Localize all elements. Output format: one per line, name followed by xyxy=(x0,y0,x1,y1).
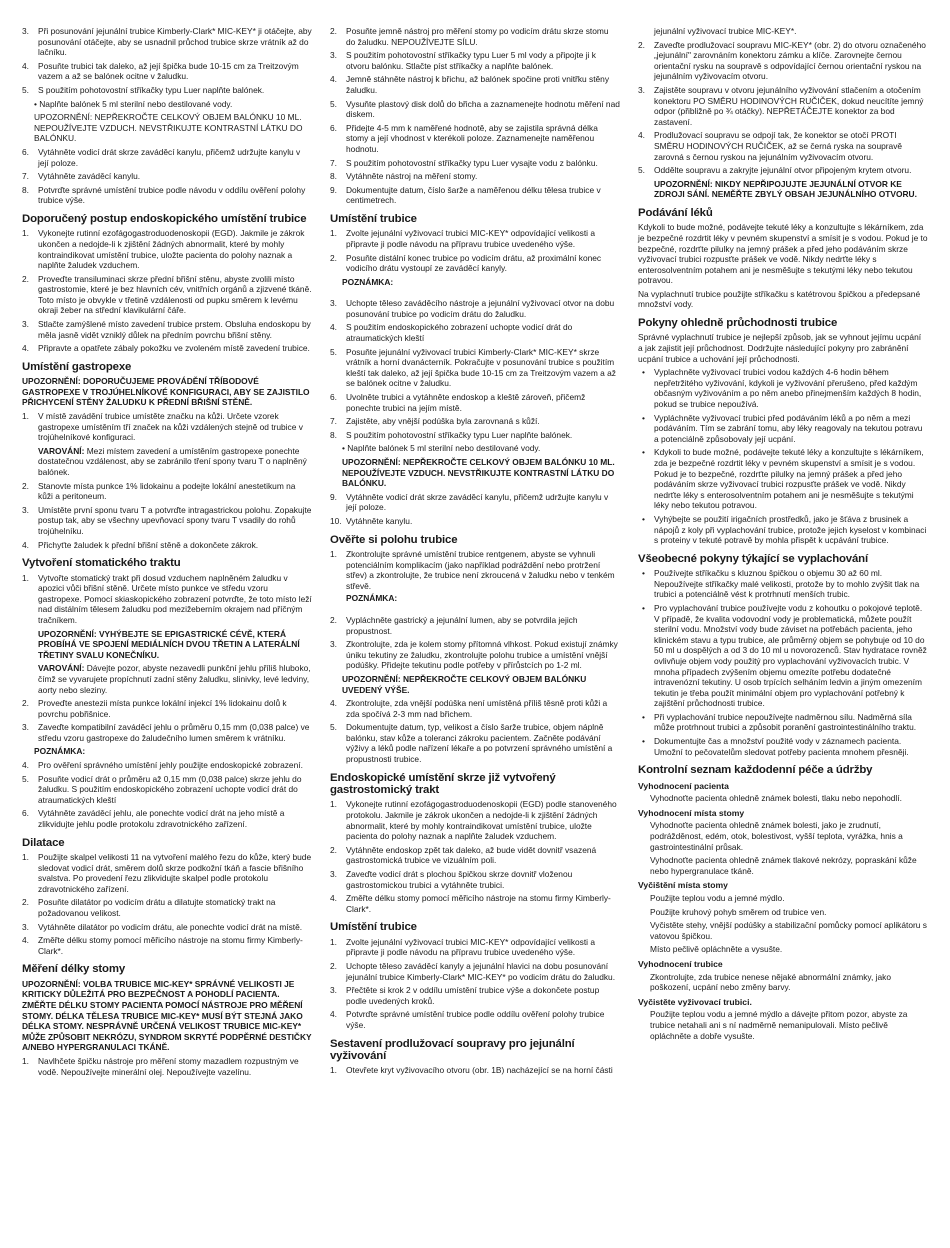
item-text: Vytáhněte nástroj na měření stomy. xyxy=(346,171,478,182)
vseob-bullets xyxy=(638,568,928,757)
item-text: Posuňte dilatátor po vodicím drátu a dilatujte stomatický trakt na požadovanou velikost. xyxy=(38,897,276,918)
item-number: 5. xyxy=(22,773,29,784)
item-text: Vytáhněte vodicí drát skrze zaváděcí kanylu, přičemž udržujte kanylu v její poloze. xyxy=(346,491,609,513)
item-text: Dokumentujte datum, typ, velikost a číslo šarže trubice, objem náplně balónku, stav kůže a toleranci zákroku pacientem. Začněte podávání výživy a léků podle nařízení lékaře a po potvrzení správného umístění a propustnosti trubice. xyxy=(346,722,613,765)
list-item xyxy=(330,639,620,671)
item-text: Posuňte vodicí drát o průměru až 0,15 mm (0,038 palce) skrze jehlu do žaludku. S použitím endoskopického zobrazení uchopte vodicí drát do atraumatických kleští xyxy=(38,773,302,805)
item-text: Zvolte jejunální vyživovací trubici MIC-KEY* odpovídající velikosti a připravte ji podle návodu na přípravu trubice uvedeného výše. xyxy=(346,228,596,249)
item-number: 1. xyxy=(330,548,337,559)
section-heading: Doporučený postup endoskopického umístění trubice xyxy=(22,212,307,225)
item-text: Zkontrolujte, zda vnější podúška není umístěná příliš těsně proti kůži a zda spočívá 2-3 mm nad břichem. xyxy=(346,698,608,719)
item-number: 8. xyxy=(22,184,29,195)
endo2-list xyxy=(330,799,620,914)
item-number: 1. xyxy=(22,411,29,422)
list-item xyxy=(330,392,620,413)
item-text: Změřte délku stomy pomocí měřicího nástroje na stomu firmy Kimberly-Clark*. xyxy=(38,935,303,956)
list-item xyxy=(22,935,312,956)
list-item xyxy=(330,515,620,527)
section-heading: Vytvoření stomatického traktu xyxy=(22,557,181,570)
section-heading: Umístění trubice xyxy=(330,921,417,934)
item-text: Uvolněte trubici a vytáhněte endoskop a kleště zároveň, přičemž ponechte trubici na jejím místě. xyxy=(346,392,586,413)
item-number: 3. xyxy=(330,985,337,996)
item-text: Připravte a opatřete zábaly pokožku ve zvoleném místě zavedení trubice. xyxy=(38,343,310,354)
paragraph: Místo pečlivě opláchněte a vysušte. xyxy=(650,944,783,955)
list-item xyxy=(330,1009,620,1030)
item-text: Vykonejte rutinní ezofágogastroduodenoskopii (EGD). Jakmile je zákrok ukončen a nedojde-li k zjištění žádných abnormalit, které by mohly kontraindikovat umístění trubice, uložte pacienta do polohy naznak a naplňte žaludek vzduchem. xyxy=(38,228,305,271)
item-text: Zajistěte, aby vnější podúška byla zarovnaná s kůží. xyxy=(346,416,540,427)
item-number: 2. xyxy=(22,698,29,709)
list-item xyxy=(22,698,312,719)
list-item xyxy=(22,808,312,830)
list-item xyxy=(330,429,620,441)
item-number: 9. xyxy=(330,184,337,195)
list-item xyxy=(330,228,620,249)
item-number: 5. xyxy=(330,722,337,733)
item-text: Vykonejte rutinní ezofágogastroduodenoskopii (EGD) podle stanoveného protokolu. Jakmile je zákrok ukončen a nedojde-li k zjištění žádných abnormalit, které by mohly kontraindikovat umístění trubice, uložte pacienta do polohy naznak a naplňte žaludek vzduchem. xyxy=(346,799,617,842)
list-item xyxy=(22,773,312,806)
item-text: Posuňte trubici tak daleko, až její špička bude 10-15 cm za Treitzovým vazem a až se balónek ocitne v žaludku. xyxy=(38,60,299,82)
item-number: 2. xyxy=(330,26,337,36)
list-item xyxy=(22,171,312,182)
item-number: 1. xyxy=(22,1055,29,1066)
section-heading: Umístění gastropexe xyxy=(22,360,132,373)
item-number: 3. xyxy=(22,319,29,330)
pokyny-bullets xyxy=(638,367,928,546)
list-item xyxy=(638,130,928,162)
bullet-item: • Kdykoli to bude možné, podávejte tekuté léky a konzultujte s lékárníkem, zda je bezpečné rozdrtit léky v pevném skupenství a smísit je s vodou. Pokud je to bezpečné, rozdrťte pilulky na jemný prášek a před jeho podáváním skrze vyživovací trubici rozpusťte prášek ve vodě. Nikdy nedrťte léky s enterosolventním potahem ani je nesměšujte s tekutými léky nebo tekutou potravou. xyxy=(654,447,928,511)
item-text: Vytáhněte kanylu. xyxy=(346,515,413,526)
item-number: 3. xyxy=(22,504,29,515)
list-item xyxy=(330,416,620,427)
list-item: 1. V místě zavádění trubice umístěte značku na kůži. Určete vzorek gastropexe umístěním tří značek na kůži vzdálených stejně od trubice v trojúhelníkové konfiguraci. VAROVÁNÍ: Mezi místem zavedení a umístěním gastropexe ponechte dostatečnou vzdálenost, aby se zabránilo tření spony tvaru T o naplněný balónek. xyxy=(22,411,307,477)
list-item xyxy=(330,322,620,344)
item-text: Přečtěte si krok 2 v oddílu umístění trubice výše a dokončete postup podle uvedených kroků. xyxy=(346,985,600,1006)
item-text: S použitím pohotovostní stříkačky typu Luer naplňte balónek. xyxy=(346,429,573,440)
item-number: 2. xyxy=(330,961,337,971)
subheading: Vyčištění místa stomy xyxy=(638,880,728,891)
gp-list xyxy=(22,411,312,478)
list-item xyxy=(330,869,620,890)
paragraph: Na vyplachnutí trubice použijte stříkačku s katétrovou špičkou a předepsané množství vody. xyxy=(638,288,921,310)
item-text: Umístěte první sponu tvaru T a potvrďte intragastrickou polohu. Zopakujte postup tak, aby se všechny upevňovací spony tvaru T vsadily do rohů trojúhelníku. xyxy=(38,504,312,536)
subheading: Vyhodnocení místa stomy xyxy=(638,807,745,818)
item-text: Zaveďte prodlužovací soupravu MIC-KEY* (obr. 2) do otvoru označeného „jejunální" zarovnáním konektoru zámku a klíče. Zarovnejte černou orientační rysku na soupravě s odpovídající černou orientační ryskou na jejunálním vyživovacím otvoru. xyxy=(654,39,926,82)
section-heading: Endoskopické umístění skrze již vytvořený gastrostomický trakt xyxy=(330,771,556,797)
endo-list xyxy=(22,228,312,354)
sestaveni-list-b xyxy=(638,40,928,176)
item-number: 6. xyxy=(22,146,29,157)
item-text: Uchopte těleso zaváděcí kanyly a jejunální hlavici na dobu posunování jejunální trubice Kimberly-Clark* MIC-KEY* po vodicím drátu do žaludku. xyxy=(346,961,616,982)
list-item xyxy=(330,722,620,765)
list-item xyxy=(330,26,620,47)
list-item xyxy=(330,936,620,958)
list-item xyxy=(330,614,620,636)
list-item xyxy=(330,50,620,71)
bullet-item: • Dokumentujte čas a množství použité vody v záznamech pacienta. Umožní to pečovatelům sledovat potřeby pacienta mnohem přesněji. xyxy=(654,736,928,757)
bullet-item: • Používejte stříkačku s kluznou špičkou o objemu 30 až 60 ml. Nepoužívejte stříkačky malé velikosti, protože by to mohlo zvýšit tlak na trubici a potenciálně vést k protrhnutí menších trubic. xyxy=(654,568,928,600)
mereni-list xyxy=(22,1056,312,1077)
item-number: 1. xyxy=(330,228,337,239)
mereni-list-b xyxy=(330,26,620,206)
paragraph: Kdykoli to bude možné, podávejte tekuté léky a konzultujte s lékárníkem, zda je bezpečné rozdrtit léky v pevném skupenství a smísit je s vodou. Pokud je to bezpečné, rozdrťte pilulky na jemný prášek a před jeho podáváním skrze vyživovací trubici rozpusťte prášek ve vodě. Nikdy nedrťte léky s enterosolventním potahem ani je nesměšujte s tekutými léky nebo tekutou potravou. xyxy=(638,222,928,286)
item-number: 3. xyxy=(330,639,337,650)
bullet-item: • Vyhýbejte se použití irigačních prostředků, jako je šťáva z brusinek a nápojů z koly při vyplachování trubice, protože jejich kyselost v kombinaci s proteiny v tekuté potravě by mohla přispět k ucpávání trubice. xyxy=(654,514,928,546)
item-number: 3. xyxy=(330,869,337,880)
column-2 xyxy=(330,26,620,1079)
item-number: 5. xyxy=(22,84,29,95)
list-item xyxy=(22,319,312,340)
list-item xyxy=(330,184,620,206)
item-text: Přichyťte žaludek k přední břišní stěně a dokončete zákrok. xyxy=(38,539,259,550)
list-item xyxy=(638,39,928,82)
item-text: Jemně stáhněte nástroj k břichu, až balónek spočine proti vnitřku stěny žaludku. xyxy=(346,74,610,95)
paragraph: Vyhodnoťte pacienta ohledně známek bolesti, jako je zrudnutí, podrážděnost, edém, otok, bolestivost, vyšší teplota, vyrážka, hnis a gastrointestinální průsak. xyxy=(650,820,903,852)
list-item xyxy=(22,146,312,168)
item-number: 7. xyxy=(330,157,337,168)
paragraph: Použijte teplou vodu a jemné mýdlo. xyxy=(650,893,785,903)
item-number: 2. xyxy=(22,480,29,491)
list-item: 1. Vytvořte stomatický trakt při dosud vzduchem naplněném žaludku v apozici vůči břišní stěně. Určete místo punkce ve středu vzoru gastropexe. Pomocí skiaskopického zobrazení potvrďte, že toto místo leží nad distálním tělesem žaludku pod mezižeberním okrajem nad příčným tračníkem. UPOZORNĚNÍ: VYHÝBEJTE SE EPIGASTRICKÉ CÉVĚ, KTERÁ PROBÍHÁ VE SPOJENÍ MEDIÁLNÍCH DVOU TŘETIN A LATERÁLNÍ TŘETINY SVALU KONEČNÍKU. VAROVÁNÍ: Dávejte pozor, abyste nezavedli punkční jehlu příliš hluboko, čímž se vyvarujete propíchnutí zadní stěny žaludku, slinivky, levé ledviny, aorty nebo sleziny. xyxy=(22,572,312,695)
item-number: 6. xyxy=(330,122,337,133)
paragraph: Správné vyplachnutí trubice je nejlepší způsob, jak se vyhnout jejímu ucpání a jak zajistit její průchodnost. Dodržujte následující pokyny pro zabránění ucpání trubice a uchování její průchodnosti. xyxy=(638,332,922,364)
item-text: Vytáhněte dilatátor po vodicím drátu, ale ponechte vodicí drát na místě. xyxy=(38,921,303,932)
item-number: 8. xyxy=(330,429,337,440)
list-item: 1. Zkontrolujte správné umístění trubice rentgenem, abyste se vyhnuli potenciálním komplikacím (jako například podráždění nebo protržení střev) a zkontrolujte, že trubice není zkroucená v žaludku nebo v tenkém střevě. POZNÁMKA: xyxy=(330,548,615,604)
item-number: 2. xyxy=(22,273,29,284)
item-text: Posuňte jemně nástroj pro měření stomy po vodicím drátu skrze stomu do žaludku. NEPOUŽÍVEJTE SÍLU. xyxy=(346,26,609,47)
list-item xyxy=(22,84,312,96)
item-number: 6. xyxy=(330,392,337,403)
item-text: Přidejte 4-5 mm k naměřené hodnotě, aby se zajistila správná délka stomy a její vhodnost v kterékoli poloze. Zaznamenejte naměřenou hodnotu. xyxy=(346,122,598,154)
item-number: 5. xyxy=(330,346,337,357)
umisteni-list-c xyxy=(330,492,620,527)
section-heading: Pokyny ohledně průchodnosti trubice xyxy=(638,317,838,330)
item-number: 7. xyxy=(22,171,29,182)
item-text: Vytáhněte vodicí drát skrze zaváděcí kanylu, přičemž udržujte kanylu v její poloze. xyxy=(38,146,301,168)
list-item xyxy=(22,921,312,933)
item-text: Při posunování jejunální trubice Kimberly-Clark* MIC-KEY* ji otáčejte, aby posunování otáčejte, aby se usnadnil průchod trubice skrze vrátník až do lačníku. xyxy=(38,26,312,58)
section-heading: Podávání léků xyxy=(638,206,713,219)
item-text: S použitím pohotovostní stříkačky typu Luer vysajte vodu z balónku. xyxy=(346,157,598,168)
item-number: 3. xyxy=(22,921,29,932)
item-number: 6. xyxy=(22,808,29,819)
item-text: Oddělte soupravu a zakryjte jejunální otvor připojeným krytem otvoru. xyxy=(654,165,912,176)
item-text: Vytáhněte zaváděcí kanylu. xyxy=(38,171,141,182)
section-heading: Sestavení prodlužovací soupravy pro jejunální vyživování xyxy=(330,1037,575,1062)
subheading: Vyhodnocení pacienta xyxy=(638,780,729,791)
item-number: 3. xyxy=(22,26,29,36)
list-item xyxy=(22,343,312,354)
item-text: S použitím endoskopického zobrazení uchopte vodicí drát do atraumatických kleští xyxy=(346,322,573,344)
paragraph: Použijte teplou vodu a jemné mýdlo a dávejte přitom pozor, abyste za trubice netahali ani s ní nadměrně nemanipulovali. Místo pečlivě opláchněte a dobře vysušte. xyxy=(650,1009,908,1041)
item-number: 5. xyxy=(330,98,337,109)
subheading: Vyhodnocení trubice xyxy=(638,958,723,969)
overte-list-b xyxy=(330,615,620,671)
item-number: 10. xyxy=(330,515,342,526)
dilatace-list xyxy=(22,852,312,956)
item-number: 3. xyxy=(638,84,645,95)
list-item: 1. Navlhčete špičku nástroje pro měření stomy mazadlem rozpustným ve vodě. Nepoužívejte minerální olej. Nepoužívejte vazelínu. xyxy=(22,1055,299,1077)
item-text: Posuňte jejunální vyživovací trubici Kimberly-Clark* MIC-KEY* skrze vrátník a horní dvanácterník. Pokračujte v posunování trubice s použitím kleští tak daleko, až její špička bude 10-15 cm za Treitzovým vazem a až se balónek ocitne v žaludku. xyxy=(346,346,616,389)
gp-list-b xyxy=(22,481,312,551)
item-number: 4. xyxy=(22,760,29,771)
continued-text: jejunální vyživovací trubice MIC-KEY*. xyxy=(654,26,797,36)
section-heading: Dilatace xyxy=(22,836,65,849)
item-text: Posuňte distální konec trubice po vodicím drátu, až proximální konec vodicího drátu vystoupí ze zaváděcí kanyly. xyxy=(346,252,602,274)
item-number: 3. xyxy=(330,50,337,61)
list-item xyxy=(22,852,312,894)
caution-text: UPOZORNĚNÍ: NEPŘEKROČTE CELKOVÝ OBJEM BALÓNKU 10 ML. NEPOUŽÍVEJTE VZDUCH. NEVSTŘIKUJTE KONTRASTNÍ LÁTKU DO BALÓNKU. xyxy=(34,112,303,144)
list-item xyxy=(22,273,312,316)
item-text: Zajistěte soupravu v otvoru jejunálního vyživování stlačením a otočením konektoru PO SMĚRU HODINOVÝCH RUČIČEK, dokud neucítíte jemný odpor (přibližně po ¾ otáčky). NEPŘETÁČEJTE konektor za bod zastavení. xyxy=(654,84,924,127)
stoma-list xyxy=(22,573,312,696)
list-item xyxy=(330,893,620,914)
list-item xyxy=(22,504,312,537)
caution-text: UPOZORNĚNÍ: VOLBA TRUBICE MIC-KEY* SPRÁVNÉ VELIKOSTI JE KRITICKY DŮLEŽITÁ PRO BEZPEČNOST A POHODLÍ PACIENTA. ZMĚŘTE DÉLKU STOMY PACIENTA POMOCÍ NÁSTROJE PRO MĚŘENÍ STOMY. DÉLKA TĚLESA TRUBICE MIC-KEY* MUSÍ BÝT STEJNÁ JAKO DÉLKA STOMY. NESPRÁVNĚ URČENÁ VELIKOST TRUBICE MIC-KEY* MŮŽE ZPŮSOBIT NEKRÓZU, SYNDROM SKRYTÉ PODPĚRNÉ DESTIČKY A/NEBO HYPERGRANULACI TKÁNĚ. xyxy=(22,978,312,1053)
list-item xyxy=(22,760,312,771)
list-item xyxy=(330,171,620,182)
item-text: Proveďte anestezii místa punkce lokální injekcí 1% lidokainu dolů k povrchu pobřišnice. xyxy=(38,698,287,719)
item-text: S použitím pohotovostní stříkačky typu Luer naplňte balónek. xyxy=(38,84,265,95)
umisteni-list xyxy=(330,228,620,273)
item-number: 2. xyxy=(330,614,337,625)
list-item xyxy=(330,799,620,842)
list-b xyxy=(22,147,312,206)
item-number: 4. xyxy=(330,893,337,904)
list-item xyxy=(22,539,312,551)
item-text: Potvrďte správné umístění trubice podle oddílu ověření polohy trubice výše. xyxy=(346,1009,605,1030)
item-number: 4. xyxy=(22,935,29,946)
list-item xyxy=(330,252,620,274)
fill-note: • Naplňte balónek 5 ml sterilní nebo destilované vody. xyxy=(342,443,541,454)
cleaning-steps xyxy=(638,893,928,955)
item-number: 8. xyxy=(330,171,337,182)
list-item xyxy=(330,985,620,1006)
item-number: 3. xyxy=(22,722,29,733)
section-heading: Kontrolní seznam každodenní péče a údržby xyxy=(638,764,873,777)
column-1 xyxy=(22,26,312,1080)
caution-text: UPOZORNĚNÍ: NEPŘEKROČTE CELKOVÝ OBJEM BALÓNKU 10 ML. NEPOUŽÍVEJTE VZDUCH. NEVSTŘIKUJTE KONTRASTNÍ LÁTKU DO BALÓNKU. xyxy=(342,457,615,489)
item-text: Prodlužovací soupravu se odpojí tak, že konektor se otočí PROTI SMĚRU HODINOVÝCH RUČIČEK, až se černá ryska na soupravě zarovná s černou ryskou na jejunálním vyživovacím otvoru. xyxy=(654,130,903,162)
item-text: Vytáhněte endoskop zpět tak daleko, až bude vidět dovnitř vsazená gastrostomická trubice ve vizuálním poli. xyxy=(346,844,597,866)
item-number: 7. xyxy=(330,416,337,427)
item-number: 4. xyxy=(22,539,29,550)
paragraph: Použijte kruhový pohyb směrem od trubice ven. xyxy=(650,906,827,917)
list-item xyxy=(330,98,620,120)
item-text: Stlačte zamýšlené místo zavedení trubice prstem. Obsluha endoskopu by měla jasně vidět vzniklý důlek na předním povrchu břišní stěny. xyxy=(38,319,311,340)
note-label: POZNÁMKA: xyxy=(34,746,86,757)
list-item xyxy=(330,961,620,982)
list-item xyxy=(638,84,928,127)
list-item xyxy=(330,298,620,319)
list-item xyxy=(22,897,312,918)
item-text: Uchopte těleso zaváděcího nástroje a jejunální vyživovací otvor na dobu posunování trubice po vodicím drátu do žaludku. xyxy=(346,298,615,319)
paragraph: Zkontrolujte, zda trubice nenese nějaké abnormální známky, jako poškození, ucpání nebo změny barvy. xyxy=(650,971,891,993)
item-text: Zvolte jejunální vyživovací trubici MIC-KEY* odpovídající velikosti a připravte ji podle návodu na přípravu trubice uvedeného výše. xyxy=(346,936,596,958)
item-number: 5. xyxy=(638,165,645,176)
item-number: 2. xyxy=(22,897,29,908)
item-text: Potvrďte správné umístění trubice podle návodu v oddílu ověření polohy trubice výše. xyxy=(38,184,306,206)
list-item: 1. Otevřete kryt vyživovacího otvoru (obr. 1B) nacházející se na horní části xyxy=(330,1065,613,1076)
list-item xyxy=(22,60,312,82)
subheading: Vyčistěte vyživovací trubici. xyxy=(638,996,752,1007)
item-text: Dokumentujte datum, číslo šarže a naměřenou délku tělesa trubice v centimetrech. xyxy=(346,184,601,206)
item-number: 2. xyxy=(330,252,337,263)
stoma-list-a xyxy=(22,698,312,743)
list-item xyxy=(330,74,620,95)
list-item xyxy=(330,346,620,389)
umisteni-list-b xyxy=(330,298,620,440)
item-text: S použitím pohotovostní stříkačky typu Luer 5 ml vody a připojte ji k otvoru balónku. Stlačte píst stříkačky a naplňte balónek. xyxy=(346,50,596,71)
fill-note: • Naplňte balónek 5 ml sterilní nebo destilované vody. xyxy=(34,98,233,109)
sestaveni-list xyxy=(330,1065,620,1076)
item-number: 1. xyxy=(330,799,337,810)
list-item xyxy=(330,844,620,866)
item-text: Změřte délku stomy pomocí měřicího nástroje na stomu firmy Kimberly-Clark*. xyxy=(346,893,611,914)
section-heading: Měření délky stomy xyxy=(22,963,126,976)
list-item xyxy=(22,722,312,743)
caution-text: UPOZORNĚNÍ: NIKDY NEPŘIPOJUJTE JEJUNÁLNÍ OTVOR KE ZDROJI SÁNÍ. NEMĚŘTE ZBYLÝ OBSAH JEJUNÁLNÍHO OTVORU. xyxy=(654,178,917,200)
item-number: 4. xyxy=(330,1009,337,1020)
caution-text: UPOZORNĚNÍ: DOPORUČUJEME PROVÁDĚNÍ TŘÍBODOVÉ GASTROPEXE V TROJÚHELNÍKOVÉ KONFIGURACI, ABY SE ZAJISTILO PŘICHYCENÍ STĚNY ŽALUDKU K PŘEDNÍ BŘIŠNÍ STĚNĚ. xyxy=(22,376,310,408)
item-text: Stanovte místa punkce 1% lidokainu a podejte lokální anestetikum na kůži a peritoneum. xyxy=(38,480,296,502)
list-item xyxy=(22,480,312,502)
item-text: Zaveďte vodicí drát s plochou špičkou skrze dovnitř vloženou gastrostomickou trubici a vytáhněte trubici. xyxy=(346,869,573,890)
list-a xyxy=(22,26,312,96)
list-item xyxy=(330,491,620,513)
item-text: Zaveďte kompatibilní zaváděcí jehlu o průměru 0,15 mm (0,038 palce) ve středu vzoru gastropexe do žaludečního lumen směrem k vrátníku. xyxy=(38,722,310,743)
item-number: 2. xyxy=(638,39,645,50)
bullet-item: • Vypláchněte vyživovací trubici před podáváním léků a po něm a mezi podáváním. Tím se zabrání tomu, aby léky reagovaly na tekutou potravu a potenciálně způsobovaly její ucpání. xyxy=(654,413,928,445)
item-number: 1. xyxy=(330,936,337,947)
paragraph: Vyčistěte stehy, vnější podúšky a stabilizační pomůcky pomocí aplikátoru s vatovou špičkou. xyxy=(650,920,927,941)
item-number: 4. xyxy=(330,322,337,333)
bullet-item: • Pro vyplachování trubice používejte vodu z kohoutku o pokojové teplotě. V případě, že kvalita vodovodní vody je problematická, můžete použít sterilní vodu. Množství vody bude záviset na potřebách pacienta, jeho klinickém stavu a typu trubice, ale průměrný objem se pohybuje od 10 do 50 ml u dospělých a od 3 do 10 ml u novorozenců. Stav hydratace rovněž ovlivňuje objem vody použitý pro vyplachování vyživovacích trubic. V mnoha případech zvýšením objemu omezíte potřebu dodatečné intravenózní tekutiny. U osob trpících selháním ledvin a jiným omezením tekutin je třeba použít minimální objem pro vyplachování potřebný k zajištění průchodnosti trubice. xyxy=(654,603,928,709)
section-heading: Ověřte si polohu trubice xyxy=(330,533,458,546)
item-number: 1. xyxy=(330,1065,337,1076)
stoma-list-b xyxy=(22,760,312,830)
overte-list-c xyxy=(330,698,620,765)
item-text: Pro ověření správného umístění jehly použijte endoskopické zobrazení. xyxy=(38,760,303,771)
section-heading: Všeobecné pokyny týkající se vyplachování xyxy=(638,552,869,565)
paragraph: Vyhodnoťte pacienta ohledně známek bolesti, tlaku nebo nepohodlí. xyxy=(650,793,902,804)
item-text: Zkontrolujte, zda je kolem stomy přítomná vlhkost. Pokud existují známky úniku tekutiny ze žaludku, zkontrolujte polohu trubice a umístění vnější podúšky. Přidejte tekutinu podle potřeby v přírůstcích po 1-2 ml. xyxy=(346,639,618,671)
column-3 xyxy=(638,26,928,1044)
item-number: 4. xyxy=(638,130,645,141)
item-number: 2. xyxy=(330,844,337,855)
item-text: Vysuňte plastový disk dolů do břicha a zaznamenejte hodnotu měření nad diskem. xyxy=(346,98,620,120)
umisteni2-list xyxy=(330,937,620,1031)
list-item xyxy=(330,698,620,719)
list-item xyxy=(330,122,620,155)
item-number: 1. xyxy=(22,852,29,863)
caution-text: UPOZORNĚNÍ: NEPŘEKROČTE CELKOVÝ OBJEM BALÓNKU UVEDENÝ VÝŠE. xyxy=(342,673,587,695)
item-number: 4. xyxy=(330,74,337,85)
item-number: 9. xyxy=(330,491,337,502)
item-number: 4. xyxy=(22,343,29,354)
item-number: 4. xyxy=(330,698,337,709)
overte-list xyxy=(330,549,620,604)
note-label: POZNÁMKA: xyxy=(342,276,394,287)
document-page xyxy=(22,26,934,1238)
item-text: Použijte skalpel velikosti 11 na vytvoření malého řezu do kůže, který bude sledovat vodicí drát, směrem dolů skrze podkožní tkáň a fascie břišního svalstva. Po provedení řezu zlikvidujte skalpel podle protokolu zdravotnického zařízení. xyxy=(38,852,312,894)
paragraph: Vyhodnoťte pacienta ohledně známek tlakové nekrózy, popraskání kůže nebo hypergranulace tkáně. xyxy=(650,855,917,876)
item-number: 1. xyxy=(22,572,29,583)
list-item xyxy=(22,228,312,271)
item-number: 1. xyxy=(22,228,29,239)
item-text: Vytáhněte zaváděcí jehlu, ale ponechte vodicí drát na jeho místě a zlikvidujte jehlu podle protokolu zdravotnického zařízení. xyxy=(38,808,285,830)
bullet-item: • Při vyplachování trubice nepoužívejte nadměrnou sílu. Nadměrná síla může protrhnout trubici a způsobit poranění gastrointestinálního traktu. xyxy=(654,712,928,733)
item-number: 4. xyxy=(22,60,29,71)
list-item xyxy=(22,184,312,206)
list-item xyxy=(638,165,928,176)
list-item xyxy=(330,157,620,169)
item-text: Proveďte transiluminaci skrze přední břišní stěnu, abyste zvolili místo gastrostomie, které je bez hlavních cév, vnitřních orgánů a zjizvené tkáně. Toto místo je obvykle v třetině vzdálenosti od pupku směrem k levému okraji žeber na střední klavikulární čáře. xyxy=(38,273,312,316)
list-item xyxy=(22,26,312,58)
bullet-item: • Vyplachněte vyživovací trubici vodou každých 4-6 hodin během nepřetržitého vyživování, kdykoli je vyživování přerušeno, před každým občasným vyživováním a po něm anebo přinejmenším každých 8 hodin, pokud se trubice nepoužívá. xyxy=(654,367,928,409)
item-text: Vypláchněte gastrický a jejunální lumen, aby se potvrdila jejich propustnost. xyxy=(346,614,578,636)
item-number: 3. xyxy=(330,298,337,309)
section-heading: Umístění trubice xyxy=(330,212,417,225)
